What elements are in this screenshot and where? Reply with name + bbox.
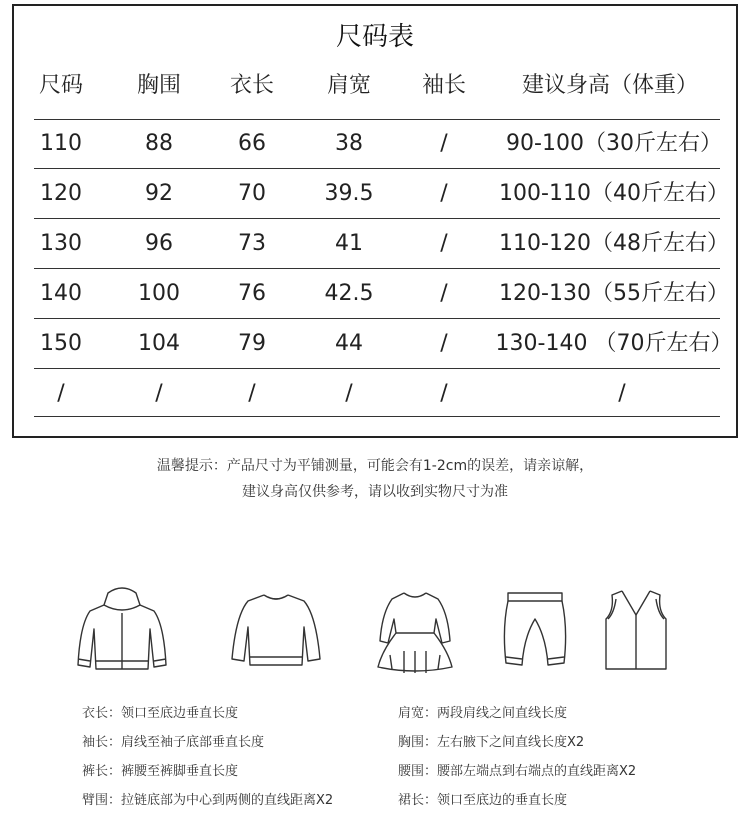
cell-sleeve: / [440,181,448,206]
cell-length: 76 [238,281,266,306]
cell-sleeve: / [440,131,448,156]
row-divider [34,318,720,319]
cell-sleeve: / [440,231,448,256]
definition-item: 腰围：腰部左端点到右端点的直线距离X2 [398,764,637,779]
garment-illustrations [0,585,750,675]
cell-height: 100-110（40斤左右） [499,181,729,206]
definition-item: 肩宽：两段肩线之间直线长度 [398,706,568,721]
cell-shoulder: 39.5 [324,181,374,206]
cell-size: 120 [40,181,82,206]
cell-chest: / [155,381,163,406]
row-divider [34,218,720,219]
cell-sleeve: / [440,381,448,406]
cell-length: 73 [238,231,266,256]
vest-icon [600,585,672,675]
cell-chest: 104 [138,331,180,356]
row-divider [34,368,720,369]
row-divider [34,168,720,169]
header-height: 建议身高（体重） [521,73,699,98]
notice-line-2: 建议身高仅供参考，请以收到实物尺寸为准 [242,484,508,500]
definition-item: 胸围：左右腋下之间直线长度X2 [398,735,585,750]
sweatshirt-icon [228,585,324,675]
row-divider [34,268,720,269]
table-row [14,374,736,414]
table-row [14,324,736,364]
definition-item: 衣长：领口至底边垂直长度 [82,706,239,721]
zip-jacket-icon [74,585,170,675]
cell-height: 90-100（30斤左右） [506,131,722,156]
header-chest: 胸围 [136,73,182,98]
cell-chest: 100 [138,281,180,306]
cell-shoulder: 42.5 [324,281,374,306]
cell-height: 130-140 （70斤左右） [495,331,733,356]
cell-shoulder: / [345,381,353,406]
cell-height: 110-120（48斤左右） [499,231,729,256]
cell-shoulder: 44 [335,331,363,356]
cell-shoulder: 38 [335,131,363,156]
header-size: 尺码 [38,73,84,98]
definition-item: 臂围：拉链底部为中心到两侧的直线距离X2 [82,793,334,808]
table-title: 尺码表 [335,22,414,52]
cell-chest: 96 [145,231,173,256]
cell-sleeve: / [440,281,448,306]
table-row [14,124,736,164]
cell-shoulder: 41 [335,231,363,256]
cell-chest: 92 [145,181,173,206]
size-chart-table [12,4,738,438]
cell-chest: 88 [145,131,173,156]
cell-size: 140 [40,281,82,306]
cell-sleeve: / [440,331,448,356]
cell-height: 120-130（55斤左右） [499,281,729,306]
table-row [14,224,736,264]
table-header-row [14,66,736,106]
table-row [14,174,736,214]
header-divider [34,119,720,120]
row-divider [34,416,720,417]
header-sleeve: 袖长 [421,73,467,98]
cell-length: / [248,381,256,406]
cell-length: 70 [238,181,266,206]
cell-length: 79 [238,331,266,356]
cell-size: 150 [40,331,82,356]
definition-item: 袖长：肩线至袖子底部垂直长度 [82,735,265,750]
cell-size: 110 [40,131,82,156]
cell-length: 66 [238,131,266,156]
notice-line-1: 温馨提示：产品尺寸为平铺测量，可能会有1-2cm的误差，请亲谅解， [156,458,594,474]
definition-item: 裤长：裤腰至裤脚垂直长度 [82,764,239,779]
header-length: 衣长 [229,73,275,98]
definition-item: 裙长：领口至底边的垂直长度 [398,793,568,808]
dress-icon [372,585,458,675]
table-row [14,274,736,314]
pants-icon [498,585,572,675]
header-shoulder: 肩宽 [326,73,372,98]
cell-size: / [57,381,65,406]
cell-height: / [618,381,626,406]
cell-size: 130 [40,231,82,256]
